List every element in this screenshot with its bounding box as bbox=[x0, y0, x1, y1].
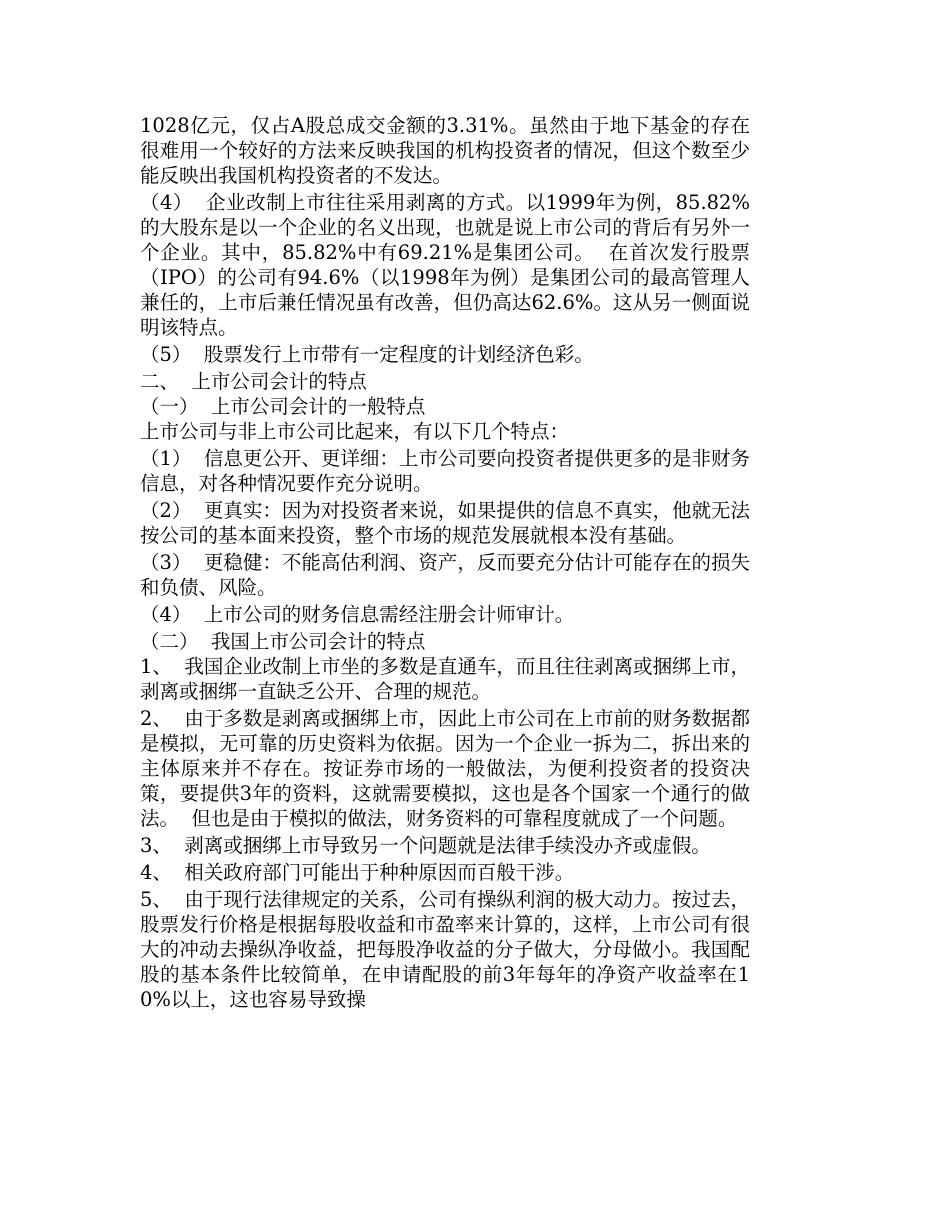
paragraph-feature-3: （3） 更稳健：不能高估利润、资产，反而要充分估计可能存在的损失和负债、风险。 bbox=[140, 551, 750, 599]
paragraph-point-4-stripping: （4） 企业改制上市往往采用剥离的方式。以1999年为例，85.82%的大股东是以一个企业的名义出现，也就是说上市公司的背后有另外一个企业。其中，85.82%中有69.21%是集团公司。 在首次发行股票（IPO）的公司有94.6%（以1998年为例）是集团公司的最高管理人兼任的，上市后兼任情况虽有改善，但仍高达62.6%。这从另一侧面说明该特点。 bbox=[140, 191, 750, 339]
subsection-heading-1: （一） 上市公司会计的一般特点 bbox=[140, 395, 426, 418]
section-heading-2: 二、 上市公司会计的特点 bbox=[140, 370, 367, 393]
paragraph-china-feature-5: 5、 由于现行法律规定的关系，公司有操纵利润的极大动力。按过去，股票发行价格是根据每股收益和市盈率来计算的，这样，上市公司有很大的冲动去操纵净收益，把每股净收益的分子做大，分母做小。我国配股的基本条件比较简单，在申请配股的前3年每年的净资产收益率在10%以上，这也容易导致操 bbox=[140, 888, 750, 1011]
paragraph-china-feature-3: 3、 剥离或捆绑上市导致另一个问题就是法律手续没办齐或虚假。 bbox=[140, 834, 711, 857]
paragraph-institutional-investors: 1028亿元，仅占A股总成交金额的3.31%。虽然由于地下基金的存在很难用一个较好的方法来反映我国的机构投资者的情况，但这个数至少能反映出我国机构投资者的不发达。 bbox=[140, 114, 750, 187]
document-body bbox=[140, 113, 750, 1014]
paragraph-feature-1: （1） 信息更公开、更详细：上市公司要向投资者提供更多的是非财务信息，对各种情况要作充分说明。 bbox=[140, 447, 750, 495]
paragraph-china-feature-1: 1、 我国企业改制上市坐的多数是直通车，而且往往剥离或捆绑上市，剥离或捆绑一直缺乏公开、合理的规范。 bbox=[140, 655, 750, 703]
paragraph-china-feature-4: 4、 相关政府部门可能出于种种原因而百般干涉。 bbox=[140, 861, 575, 884]
paragraph-china-feature-2: 2、 由于多数是剥离或捆绑上市，因此上市公司在上市前的财务数据都是模拟，无可靠的历史资料为依据。因为一个企业一拆为二，拆出来的主体原来并不存在。按证券市场的一般做法，为便利投资者的投资决策，要提供3年的资料，这就需要模拟，这也是各个国家一个通行的做法。 但也是由于模拟的做法，财务资料的可靠程度就成了一个问题。 bbox=[140, 707, 750, 830]
paragraph-intro-features: 上市公司与非上市公司比起来，有以下几个特点： bbox=[140, 420, 570, 443]
paragraph-point-5-planned-economy: （5） 股票发行上市带有一定程度的计划经济色彩。 bbox=[140, 343, 594, 366]
paragraph-feature-2: （2） 更真实：因为对投资者来说，如果提供的信息不真实，他就无法按公司的基本面来投资，整个市场的规范发展就根本没有基础。 bbox=[140, 499, 750, 547]
subsection-heading-2: （二） 我国上市公司会计的特点 bbox=[140, 630, 426, 653]
paragraph-feature-4: （4） 上市公司的财务信息需经注册会计师审计。 bbox=[140, 603, 575, 626]
